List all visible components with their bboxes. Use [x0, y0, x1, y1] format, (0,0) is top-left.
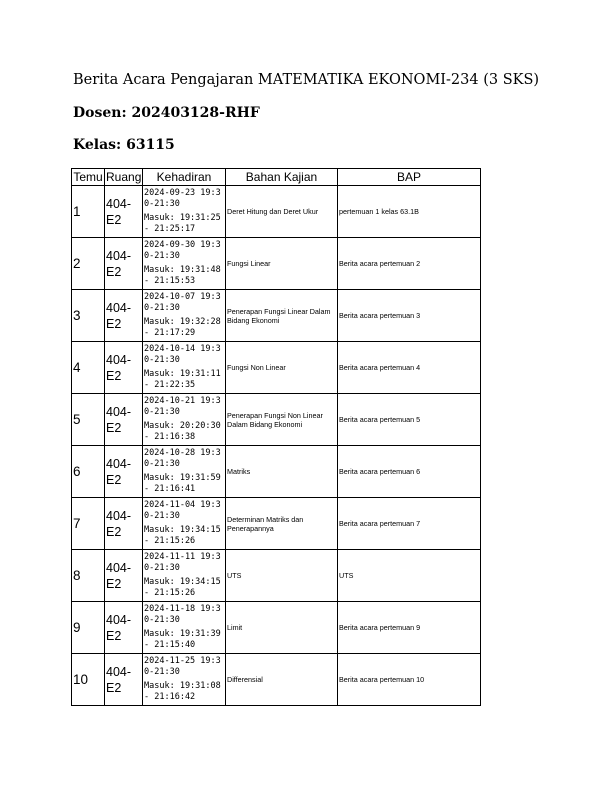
table-body: [72, 186, 481, 706]
room: 404-E2: [105, 342, 143, 394]
room: 404-E2: [105, 446, 143, 498]
table-row: [72, 498, 481, 550]
check-in-time: Masuk: 19:34:15 - 21:15:26: [144, 577, 221, 599]
header-kehadiran: Kehadiran: [143, 169, 226, 186]
schedule-time: 2024-10-07 19:30-21:30: [144, 291, 221, 313]
schedule-time: 2024-11-11 19:30-21:30: [144, 551, 221, 573]
table-row: [72, 550, 481, 602]
attendance-table: [71, 168, 481, 706]
schedule-time: 2024-10-21 19:30-21:30: [144, 395, 221, 417]
attendance-cell: [143, 550, 226, 602]
bap-note: Berita acara pertemuan 5: [338, 394, 481, 446]
topic: UTS: [226, 550, 338, 602]
schedule-time: 2024-11-04 19:30-21:30: [144, 499, 221, 521]
header-bahan-kajian: Bahan Kajian: [226, 169, 338, 186]
check-in-time: Masuk: 20:20:30 - 21:16:38: [144, 421, 221, 443]
meeting-number: 8: [72, 550, 105, 602]
room: 404-E2: [105, 238, 143, 290]
attendance-cell: [143, 238, 226, 290]
schedule-time: 2024-10-14 19:30-21:30: [144, 343, 221, 365]
bap-note: Berita acara pertemuan 4: [338, 342, 481, 394]
topic: Determinan Matriks dan Penerapannya: [226, 498, 338, 550]
document-title: Berita Acara Pengajaran MATEMATIKA EKONOMI-234 (3 SKS): [73, 72, 540, 88]
meeting-number: 10: [72, 654, 105, 706]
table-row: [72, 342, 481, 394]
check-in-time: Masuk: 19:31:39 - 21:15:40: [144, 629, 221, 651]
room: 404-E2: [105, 186, 143, 238]
attendance-cell: [143, 602, 226, 654]
meeting-number: 9: [72, 602, 105, 654]
table-row: [72, 186, 481, 238]
room: 404-E2: [105, 654, 143, 706]
header-temu: Temu: [73, 170, 103, 184]
topic: Matriks: [226, 446, 338, 498]
room: 404-E2: [105, 602, 143, 654]
topic: Penerapan Fungsi Linear Dalam Bidang Ekonomi: [226, 290, 338, 342]
bap-note: Berita acara pertemuan 3: [338, 290, 481, 342]
schedule-time: 2024-09-23 19:30-21:30: [144, 187, 221, 209]
meeting-number: 2: [72, 238, 105, 290]
attendance-cell: [143, 654, 226, 706]
table-row: [72, 290, 481, 342]
check-in-time: Masuk: 19:31:25 - 21:25:17: [144, 213, 221, 235]
room: 404-E2: [105, 550, 143, 602]
bap-note: UTS: [338, 550, 481, 602]
attendance-cell: [143, 290, 226, 342]
topic: Limit: [226, 602, 338, 654]
meeting-number: 1: [72, 186, 105, 238]
check-in-time: Masuk: 19:31:48 - 21:15:53: [144, 265, 221, 287]
meeting-number: 4: [72, 342, 105, 394]
table-row: [72, 394, 481, 446]
meeting-number: 5: [72, 394, 105, 446]
bap-note: Berita acara pertemuan 2: [338, 238, 481, 290]
table-row: [72, 238, 481, 290]
table-row: [72, 654, 481, 706]
attendance-cell: [143, 394, 226, 446]
lecturer-info: Dosen: 202403128-RHF: [73, 105, 260, 121]
room: 404-E2: [105, 394, 143, 446]
attendance-cell: [143, 186, 226, 238]
check-in-time: Masuk: 19:31:08 - 21:16:42: [144, 681, 221, 703]
bap-note: pertemuan 1 kelas 63.1B: [338, 186, 481, 238]
schedule-time: 2024-11-25 19:30-21:30: [144, 655, 221, 677]
bap-note: Berita acara pertemuan 7: [338, 498, 481, 550]
schedule-time: 2024-10-28 19:30-21:30: [144, 447, 221, 469]
check-in-time: Masuk: 19:34:15 - 21:15:26: [144, 525, 221, 547]
topic: Deret Hitung dan Deret Ukur: [226, 186, 338, 238]
room: 404-E2: [105, 290, 143, 342]
schedule-time: 2024-11-18 19:30-21:30: [144, 603, 221, 625]
check-in-time: Masuk: 19:32:28 - 21:17:29: [144, 317, 221, 339]
schedule-time: 2024-09-30 19:30-21:30: [144, 239, 221, 261]
table-row: [72, 446, 481, 498]
meeting-number: 7: [72, 498, 105, 550]
bap-note: Berita acara pertemuan 10: [338, 654, 481, 706]
table-row: [72, 602, 481, 654]
room: 404-E2: [105, 498, 143, 550]
topic: Penerapan Fungsi Non Linear Dalam Bidang Ekonomi: [226, 394, 338, 446]
bap-note: Berita acara pertemuan 6: [338, 446, 481, 498]
meeting-number: 6: [72, 446, 105, 498]
topic: Fungsi Linear: [226, 238, 338, 290]
meeting-number: 3: [72, 290, 105, 342]
header-bap: BAP: [338, 169, 481, 186]
bap-note: Berita acara pertemuan 9: [338, 602, 481, 654]
attendance-cell: [143, 498, 226, 550]
table-header-row: [72, 169, 481, 186]
topic: Fungsi Non Linear: [226, 342, 338, 394]
attendance-cell: [143, 342, 226, 394]
check-in-time: Masuk: 19:31:11 - 21:22:35: [144, 369, 221, 391]
header-ruang: Ruang: [106, 170, 142, 184]
check-in-time: Masuk: 19:31:59 - 21:16:41: [144, 473, 221, 495]
topic: Differensial: [226, 654, 338, 706]
class-info: Kelas: 63115: [73, 137, 175, 153]
attendance-cell: [143, 446, 226, 498]
